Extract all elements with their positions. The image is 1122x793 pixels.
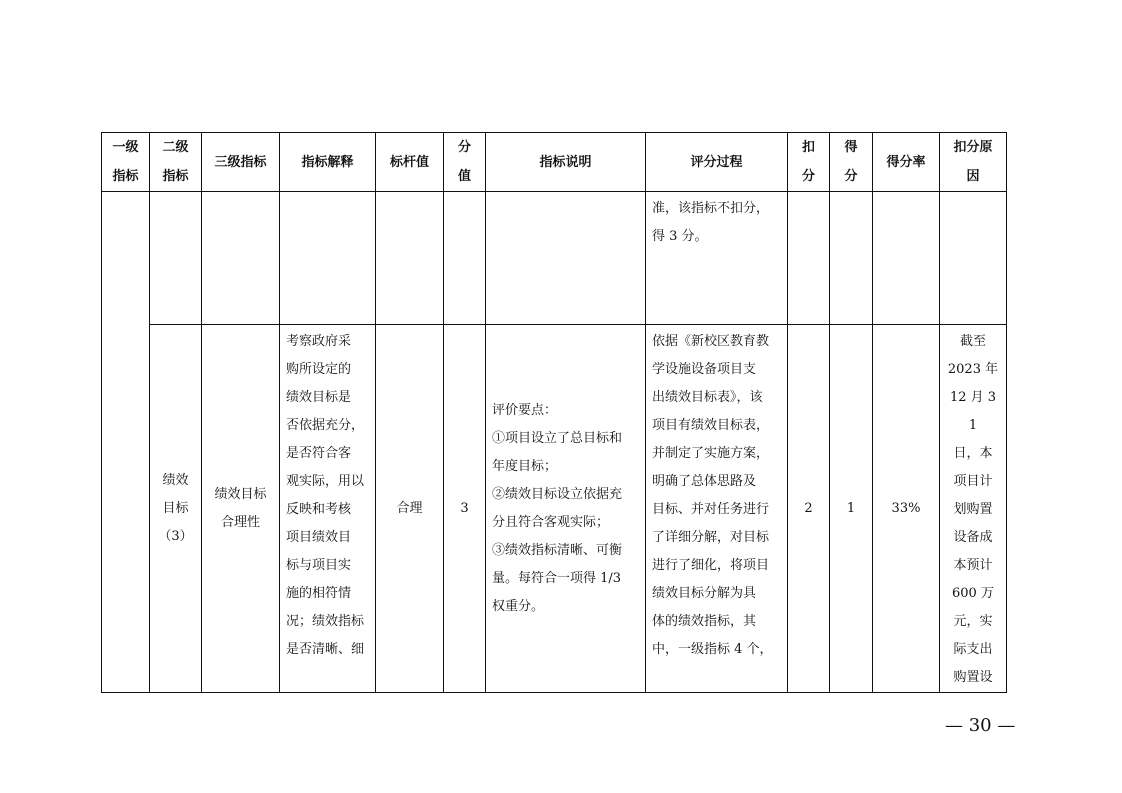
score-cell: 1 [830,325,873,693]
level2-cell-empty [150,192,202,325]
header-deduction-reason: 扣分原 因 [940,133,1007,192]
table-row-continued [102,192,1007,325]
score-cell-empty [830,192,873,325]
benchmark-cell-empty [376,192,444,325]
deduction-reason-cell: 截至 2023 年 12 月 31 日，本 项目计 划购置 设备成 本预计 600 万 元，实 际支出 购置设 [940,325,1007,693]
score-rate-cell: 33% [873,325,940,693]
scoring-process-cell-continued: 准，该指标不扣分， 得 3 分。 [646,192,788,325]
header-deduction: 扣 分 [788,133,830,192]
description-cell: 评价要点： ①项目设立了总目标和 年度目标； ②绩效目标设立依据充 分且符合客观实际； ③绩效指标清晰、可衡 量。每符合一项得 1/3 权重分。 [486,325,646,693]
header-score: 得 分 [830,133,873,192]
scoring-process-cell: 依据《新校区教育教 学设施设备项目支 出绩效目标表》，该 项目有绩效目标表， 并制定了实施方案， 明确了总体思路及 目标、并对任务进行 了详细分解，对目标 进行了细化，将项目 绩效目标分解为具 体的绩效指标，其 中，一级指标 4 个， [646,325,788,693]
evaluation-table-container [101,132,1006,685]
level2-cell: 绩效 目标 （3） [150,325,202,693]
level3-cell: 绩效目标 合理性 [202,325,280,693]
explanation-cell: 考察政府采 购所设定的 绩效目标是 否依据充分， 是否符合客 观实际，用以 反映和考核 项目绩效目 标与项目实 施的相符情 况；绩效指标 是否清晰、细 [280,325,376,693]
score-rate-cell-empty [873,192,940,325]
header-description: 指标说明 [486,133,646,192]
evaluation-table [101,132,1007,693]
benchmark-cell: 合理 [376,325,444,693]
level3-cell-empty [202,192,280,325]
header-benchmark: 标杆值 [376,133,444,192]
header-scoring-process: 评分过程 [646,133,788,192]
header-explanation: 指标解释 [280,133,376,192]
score-value-cell: 3 [444,325,486,693]
deduction-reason-cell-empty [940,192,1007,325]
page-number: — 30 — [945,715,1016,736]
deduction-cell: 2 [788,325,830,693]
score-value-cell-empty [444,192,486,325]
header-score-rate: 得分率 [873,133,940,192]
table-row-main [102,325,1007,693]
header-score-value: 分 值 [444,133,486,192]
table-header-row [102,133,1007,192]
deduction-cell-empty [788,192,830,325]
header-level3: 三级指标 [202,133,280,192]
explanation-cell-empty [280,192,376,325]
header-level2: 二级 指标 [150,133,202,192]
header-level1: 一级 指标 [102,133,150,192]
description-cell-empty [486,192,646,325]
level1-cell [102,192,150,693]
